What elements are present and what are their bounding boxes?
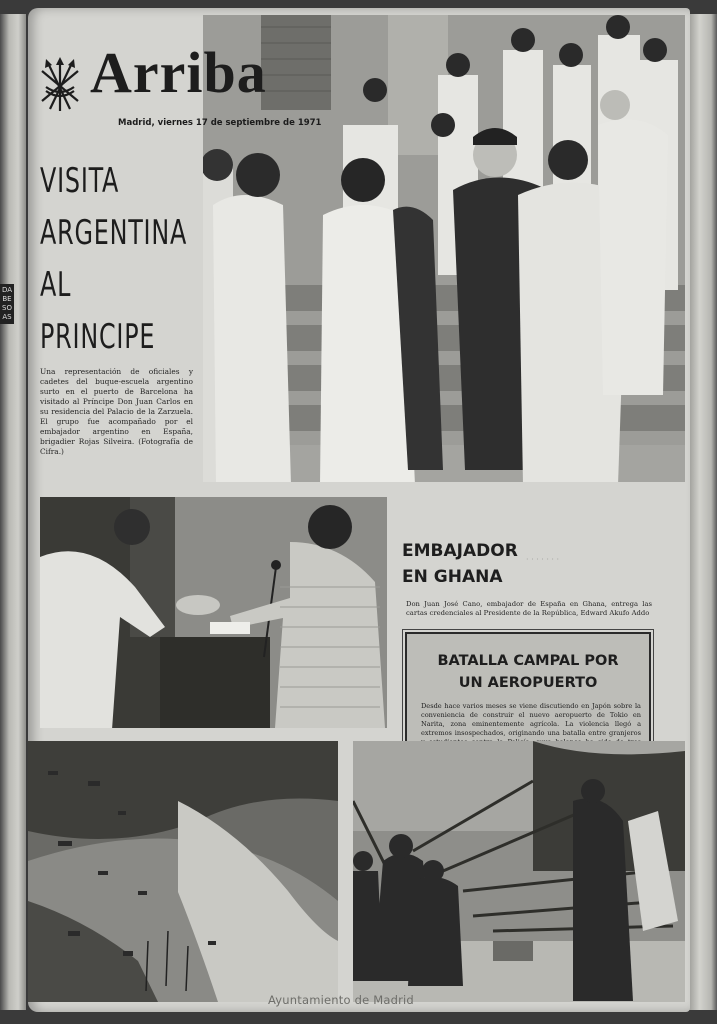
airport-story-box [405, 632, 651, 759]
headline-line: ARGENTINA [40, 213, 188, 253]
archive-watermark: Ayuntamiento de Madrid [268, 993, 414, 1007]
headline-line: PRINCIPE [40, 317, 156, 357]
lead-caption: Una representación de oficiales y cadetes del buque-escuela argentino surto en el puerto de Barcelona ha visitado al Príncipe Don Juan Carlos en su residencia del Palacio de la Zarzuela. El grupo fue acompañado por el embajador argentino en España, brigadier Rojas Silveira. (Fotografía de Cifra.) [40, 367, 193, 456]
photo-airport-aerial [28, 741, 338, 1002]
edge-mark: DA BE SO AS [0, 284, 14, 324]
masthead [40, 40, 322, 135]
headline-line: AL [40, 265, 72, 305]
photo-airport-riot [353, 741, 685, 1002]
headline-line: EMBAJADOR [402, 541, 518, 561]
headline-line: BATALLA CAMPAL POR [437, 653, 619, 669]
photo-ambassador-ghana [40, 497, 387, 728]
headline-line: UN AEROPUERTO [458, 675, 598, 691]
headline-line: EN GHANA [402, 567, 503, 587]
ghana-caption: Don Juan José Cano, embajador de España en Ghana, entrega las cartas credenciales al Presidente de la República, Edward Akufo Addo [406, 600, 652, 617]
book-edge-right [688, 14, 717, 1010]
dateline: Madrid, viernes 17 de septiembre de 1971 [118, 118, 322, 128]
book-gutter-left [0, 14, 26, 1010]
airport-body: Desde hace varios meses se viene discutiendo en Japón sobre la conveniencia de construir el nuevo aeropuerto de Tokio en Narita, zona eminentemente agrícola. La violencia llegó a extremos insospechados, originando una batalla entre granjeros [421, 702, 641, 737]
ghana-headline [402, 538, 518, 590]
bleed-through-text: · · · · · · · [526, 555, 560, 564]
lead-headline [40, 155, 229, 363]
newspaper-logo: Arriba [90, 40, 267, 105]
headline-line: VISITA [40, 161, 120, 201]
airport-headline [407, 650, 649, 694]
yoke-and-arrows-emblem [40, 57, 80, 113]
